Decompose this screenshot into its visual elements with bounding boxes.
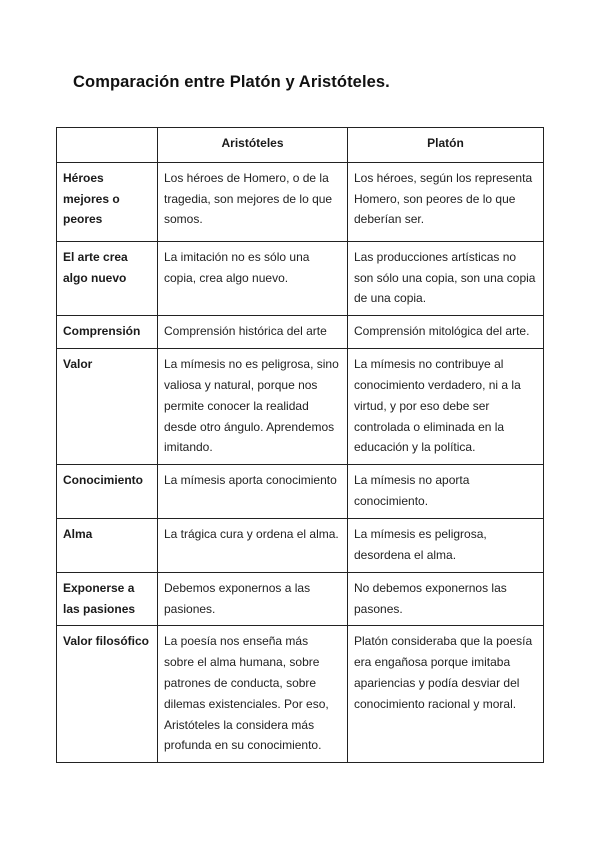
table-row <box>57 349 544 465</box>
platon-cell: La mímesis no aporta conocimiento. <box>348 465 544 519</box>
header-empty-cell <box>57 128 158 163</box>
row-label: Alma <box>57 519 158 573</box>
page-title: Comparación entre Platón y Aristóteles. <box>73 73 390 91</box>
platon-cell: Las producciones artísticas no son sólo una copia, son una copia de una copia. <box>348 241 544 315</box>
row-label: El arte crea algo nuevo <box>57 241 158 315</box>
row-label: Héroes mejores o peores <box>57 162 158 241</box>
table-row <box>57 162 544 241</box>
row-label: Exponerse a las pasiones <box>57 572 158 626</box>
table-header-row <box>57 128 544 163</box>
header-platon: Platón <box>348 128 544 163</box>
comparison-table <box>56 127 544 763</box>
table-row <box>57 626 544 763</box>
table-row <box>57 572 544 626</box>
aristoteles-cell: La imitación no es sólo una copia, crea algo nuevo. <box>158 241 348 315</box>
aristoteles-cell: La mímesis aporta conocimiento <box>158 465 348 519</box>
aristoteles-cell: Comprensión histórica del arte <box>158 316 348 349</box>
aristoteles-cell: La trágica cura y ordena el alma. <box>158 519 348 573</box>
aristoteles-cell: Debemos exponernos a las pasiones. <box>158 572 348 626</box>
table-row <box>57 316 544 349</box>
row-label: Conocimiento <box>57 465 158 519</box>
header-aristoteles: Aristóteles <box>158 128 348 163</box>
table-row <box>57 465 544 519</box>
aristoteles-cell: La poesía nos enseña más sobre el alma humana, sobre patrones de conducta, sobre dilemas existenciales. Por eso, Aristóteles la considera más profunda en su conocimiento. <box>158 626 348 763</box>
aristoteles-cell: La mímesis no es peligrosa, sino valiosa y natural, porque nos permite conocer la realidad desde otro ángulo. Aprendemos imitando. <box>158 349 348 465</box>
table-row <box>57 519 544 573</box>
row-label: Valor <box>57 349 158 465</box>
aristoteles-cell: Los héroes de Homero, o de la tragedia, son mejores de lo que somos. <box>158 162 348 241</box>
table-row <box>57 241 544 315</box>
platon-cell: No debemos exponernos las pasones. <box>348 572 544 626</box>
platon-cell: Los héroes, según los representa Homero, son peores de lo que deberían ser. <box>348 162 544 241</box>
platon-cell: Platón consideraba que la poesía era engañosa porque imitaba apariencias y podía desviar del conocimiento racional y moral. <box>348 626 544 763</box>
platon-cell: La mímesis no contribuye al conocimiento verdadero, ni a la virtud, y por eso debe ser controlada o eliminada en la educación y la política. <box>348 349 544 465</box>
row-label: Comprensión <box>57 316 158 349</box>
platon-cell: La mímesis es peligrosa, desordena el alma. <box>348 519 544 573</box>
row-label: Valor filosófico <box>57 626 158 763</box>
platon-cell: Comprensión mitológica del arte. <box>348 316 544 349</box>
